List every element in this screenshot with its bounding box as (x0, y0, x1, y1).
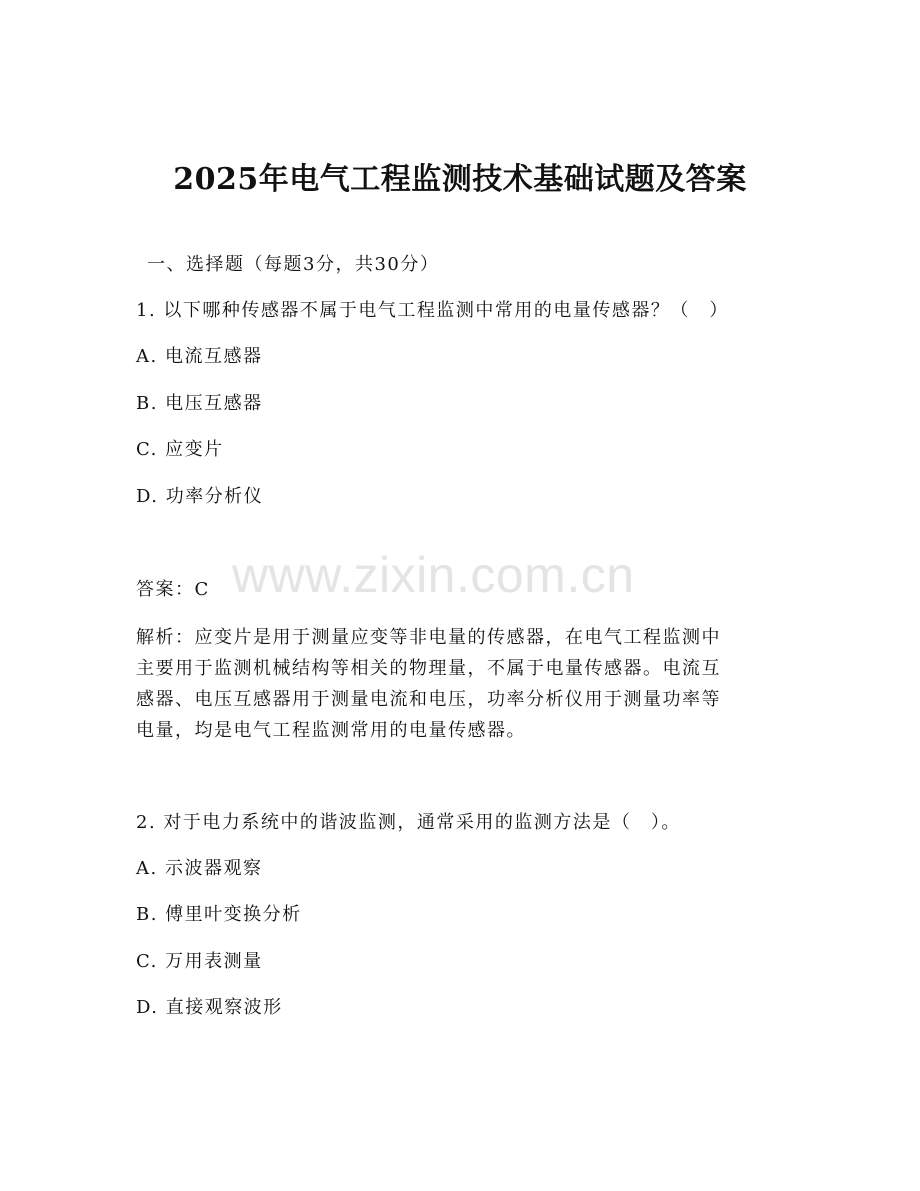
document-title: 2025年电气工程监测技术基础试题及答案 (173, 162, 747, 197)
question-1-stem: 1. 以下哪种传感器不属于电气工程监测中常用的电量传感器？（ ） (136, 300, 729, 321)
question-1-answer: 答案：C (136, 579, 210, 600)
question-2-stem: 2. 对于电力系统中的谐波监测，通常采用的监测方法是（ ）。 (136, 812, 681, 833)
question-2-option-c: C. 万用表测量 (136, 951, 263, 972)
section-heading: 一、选择题（每题3分，共30分） (147, 254, 440, 275)
question-1-option-d: D. 功率分析仪 (136, 486, 264, 507)
question-2-option-b: B. 傅里叶变换分析 (136, 904, 302, 925)
explanation-line: 感器、电压互感器用于测量电流和电压，功率分析仪用于测量功率等 (136, 689, 721, 710)
question-1-option-b: B. 电压互感器 (136, 393, 263, 414)
explanation-line: 解析：应变片是用于测量应变等非电量的传感器，在电气工程监测中 (136, 627, 721, 648)
watermark: www.zixin.com.cn (232, 547, 635, 603)
explanation-line: 电量，均是电气工程监测常用的电量传感器。 (136, 720, 526, 741)
explanation-line: 主要用于监测机械结构等相关的物理量，不属于电量传感器。电流互 (136, 658, 721, 679)
question-1-option-c: C. 应变片 (136, 439, 224, 460)
question-1-explanation (136, 622, 776, 746)
question-2-option-a: A. 示波器观察 (136, 858, 263, 879)
question-1-option-a: A. 电流互感器 (136, 346, 263, 367)
question-2-option-d: D. 直接观察波形 (136, 997, 283, 1018)
